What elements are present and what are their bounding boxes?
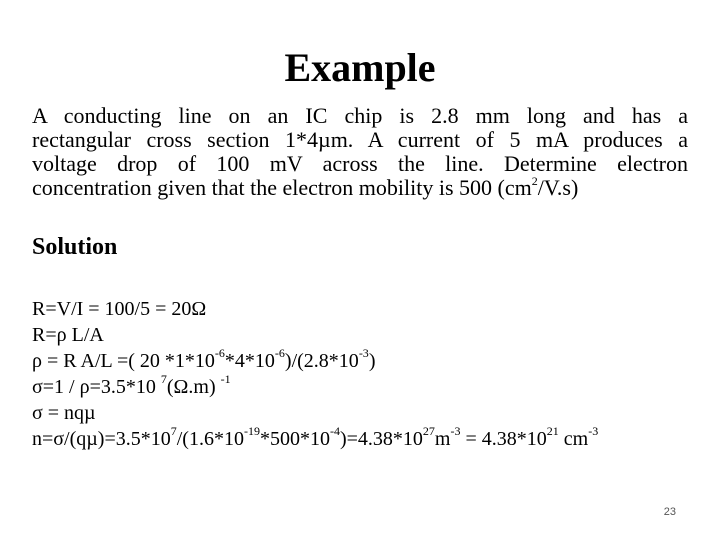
eq-text: )=4.38*10 (339, 428, 423, 450)
eq-exponent: -1 (220, 372, 231, 387)
solution-equations (32, 296, 702, 452)
eq-text: cm (558, 428, 589, 450)
eq-text: *500*10 (259, 428, 330, 450)
problem-line: voltage drop of 100 mV across the line. Determine electron (32, 151, 688, 176)
unit-superscript: 2 (531, 173, 538, 188)
eq-text: m (434, 428, 451, 450)
equation-resistivity-formula: R=ρ L/A (32, 324, 104, 346)
equation-resistivity-value (32, 348, 702, 374)
problem-statement (32, 104, 688, 200)
equation-resistance: R=V/I = 100/5 = 20Ω (32, 298, 207, 320)
eq-text: )/(2.8*10 (284, 350, 359, 372)
eq-exponent: -3 (588, 424, 599, 439)
eq-exponent: 7 (170, 424, 177, 439)
eq-exponent: 7 (160, 372, 167, 387)
eq-text: (Ω.m) (166, 376, 221, 398)
equation-conductivity (32, 374, 702, 400)
eq-text: *4*10 (224, 350, 275, 372)
eq-text: ρ = R A/L =( 20 *1*10 (32, 350, 215, 372)
solution-heading: Solution (32, 234, 118, 260)
slide-title: Example (284, 45, 436, 90)
unit-tail: /V.s) (537, 175, 579, 200)
eq-text: ) (368, 350, 376, 372)
eq-exponent: 21 (546, 424, 559, 439)
eq-exponent: 27 (422, 424, 435, 439)
equation-conductivity-formula: σ = nqµ (32, 402, 96, 424)
eq-text: n=σ/(qµ)=3.5*10 (32, 428, 171, 450)
eq-text: σ=1 / ρ=3.5*10 (32, 376, 161, 398)
eq-exponent: -6 (274, 346, 285, 361)
problem-line: A conducting line on an IC chip is 2.8 mm long and has a (32, 103, 688, 128)
eq-exponent: -3 (358, 346, 369, 361)
problem-line-text: concentration given that the electron mobility is 500 (cm (32, 175, 532, 200)
eq-exponent: -4 (329, 424, 340, 439)
equation-electron-concentration (32, 426, 702, 452)
eq-exponent: -19 (243, 424, 260, 439)
problem-line: rectangular cross section 1*4µm. A current of 5 mA produces a (32, 127, 688, 152)
eq-text: /(1.6*10 (176, 428, 244, 450)
slide-number: 23 (663, 506, 676, 518)
eq-exponent: -6 (214, 346, 225, 361)
eq-text: = 4.38*10 (460, 428, 547, 450)
problem-line-last (32, 173, 688, 200)
eq-exponent: -3 (450, 424, 461, 439)
